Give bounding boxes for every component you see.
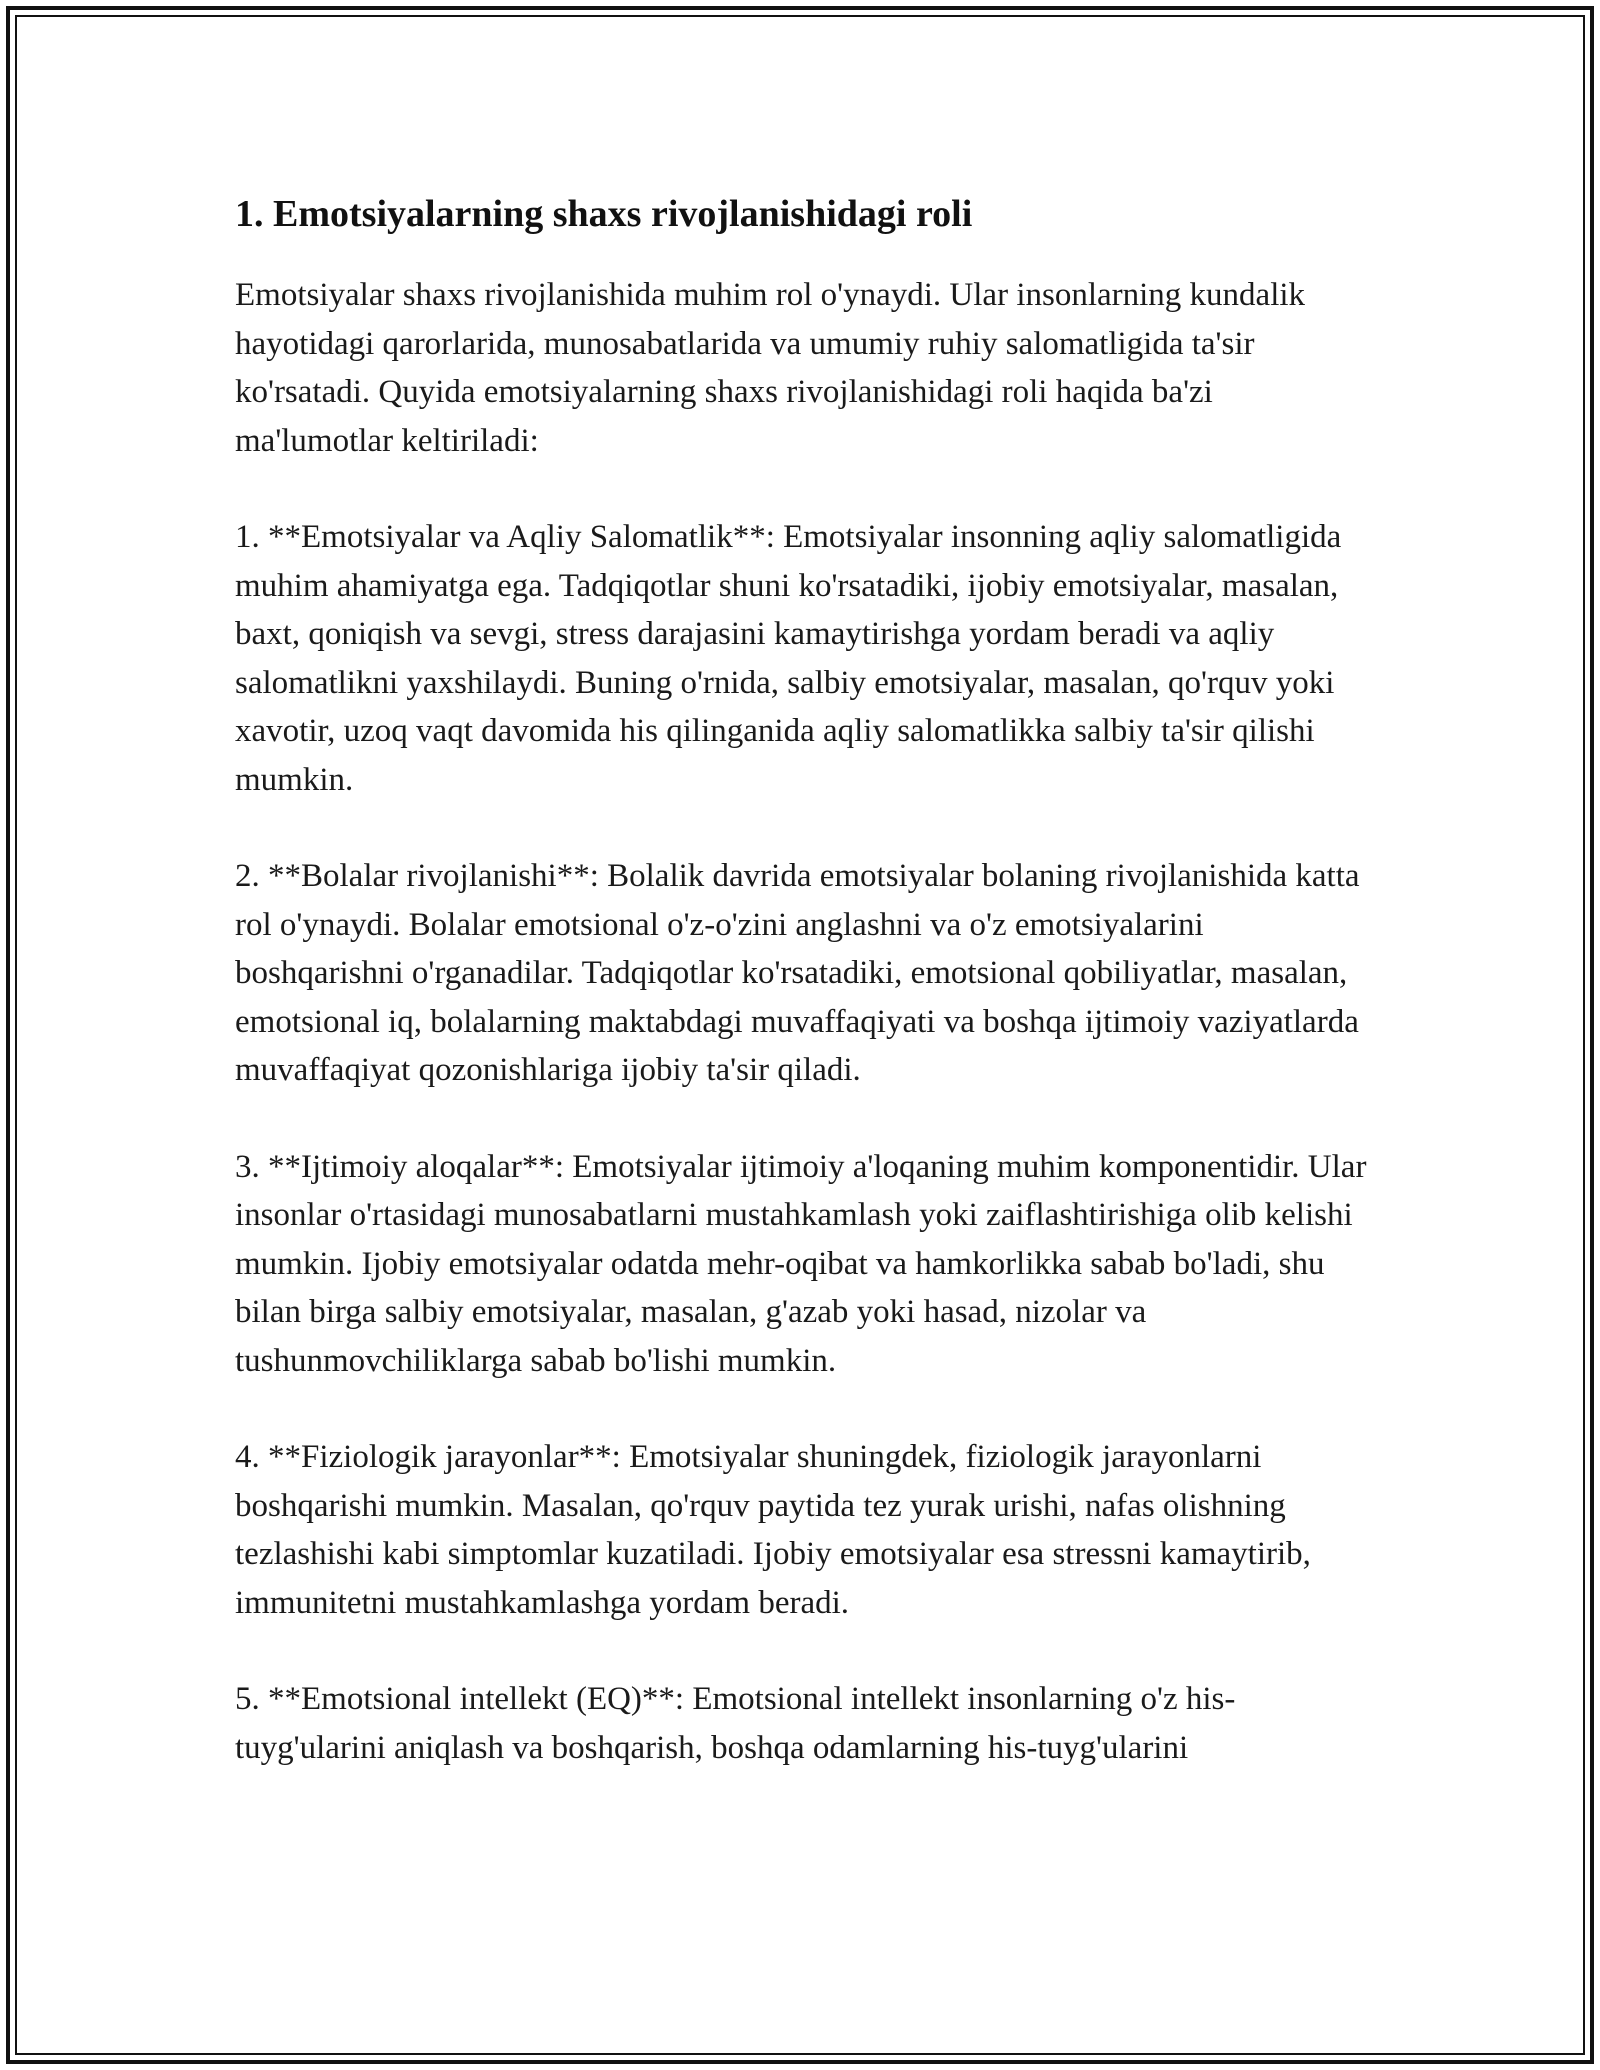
list-item-1-paragraph: 1. **Emotsiyalar va Aqliy Salomatlik**: Emotsiyalar insonning aqliy salomatligida muhim ahamiyatga ega. Tadqiqotlar shuni ko'rsatadiki, ijobiy emotsiyalar, masalan, baxt, qoniqish va sevgi, stress darajasini kamaytirishga yordam beradi va aqliy salomatlikni yaxshilaydi. Buning o'rnida, salbiy emotsiyalar, masalan, qo'rquv yoki xavotir, uzoq vaqt davomida his qilinganida aqliy salomatlikka salbiy ta'sir qilishi mumkin. <box>235 519 1342 798</box>
list-item-5-paragraph: 5. **Emotsional intellekt (EQ)**: Emotsional intellekt insonlarning o'z his-tuyg'ularini aniqlash va boshqarish, boshqa odamlarning his-tuyg'ularini <box>235 1681 1236 1766</box>
document-title: 1. Emotsiyalarning shaxs rivojlanishidagi roli <box>235 193 973 235</box>
document-body <box>235 185 1375 1820</box>
list-item-3-paragraph: 3. **Ijtimoiy aloqalar**: Emotsiyalar ijtimoiy a'loqaning muhim komponentidir. Ular insonlar o'rtasidagi munosabatlarni mustahkamlash yoki zaiflashtirishiga olib kelishi mumkin. Ijobiy emotsiyalar odatda mehr-oqibat va hamkorlikka sabab bo'ladi, shu bilan birga salbiy emotsiyalar, masalan, g'azab yoki hasad, nizolar va tushunmovchiliklarga sabab bo'lishi mumkin. <box>235 1148 1367 1379</box>
list-item-2-paragraph: 2. **Bolalar rivojlanishi**: Bolalik davrida emotsiyalar bolaning rivojlanishida katta rol o'ynaydi. Bolalar emotsional o'z-o'zini anglashni va o'z emotsiyalarini boshqarishni o'rganadilar. Tadqiqotlar ko'rsatadiki, emotsional qobiliyatlar, masalan, emotsional iq, bolalarning maktabdagi muvaffaqiyati va boshqa ijtimoiy vaziyatlarda muvaffaqiyat qozonishlariga ijobiy ta'sir qiladi. <box>235 858 1360 1088</box>
intro-paragraph: Emotsiyalar shaxs rivojlanishida muhim rol o'ynaydi. Ular insonlarning kundalik hayotidagi qarorlarida, munosabatlarida va umumiy ruhiy salomatligida ta'sir ko'rsatadi. Quyida emotsiyalarning shaxs rivojlanishidagi roli haqida ba'zi ma'lumotlar keltiriladi: <box>235 277 1306 459</box>
list-item-4-paragraph: 4. **Fiziologik jarayonlar**: Emotsiyalar shuningdek, fiziologik jarayonlarni boshqarishi mumkin. Masalan, qo'rquv paytida tez yurak urishi, nafas olishning tezlashishi kabi simptomlar kuzatiladi. Ijobiy emotsiyalar esa stressni kamaytirib, immunitetni mustahkamlashga yordam beradi. <box>235 1439 1311 1621</box>
